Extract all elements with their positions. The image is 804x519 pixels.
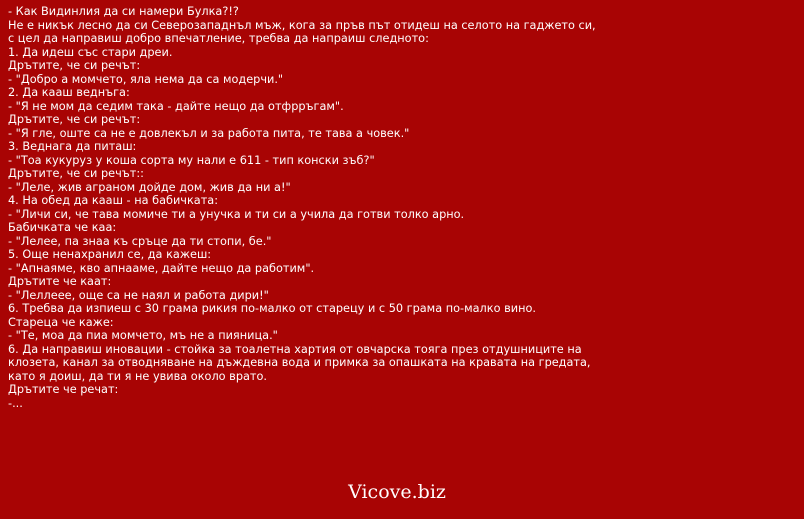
joke-line: Дрътите че речат: [8, 383, 119, 396]
joke-line: - "Я гле, оште са не е довлекъл и за работа пита, те тава а човек." [8, 126, 410, 140]
joke-line: 6. Требва да изпиеш с 30 грама рикия по-малко от старецу и с 50 грама по-малко вино. [8, 302, 536, 315]
joke-line: - "Лелее, па знаа къ сръце да ти стопи, бе." [8, 234, 272, 248]
joke-line: - "Леллеее, още са не наял и работа дири!" [8, 288, 269, 302]
joke-line: Дрътите, че си речът:: [8, 167, 144, 180]
joke-line: 5. Още ненахранил се, да кажеш: [8, 248, 212, 261]
joke-line: - "Я не мом да седим така - дайте нещо да отфрръгам". [8, 99, 344, 113]
joke-line: Дрътите че каат: [8, 275, 112, 288]
joke-line: Бабичката че каа: [8, 221, 117, 234]
joke-line: - Как Видинлия да си намери Булка?!? [8, 5, 239, 18]
joke-line: клозета, канал за отводняване на дъждевна вода и примка за опашката на кравата на гредата, [8, 356, 591, 369]
joke-line: Стареца че каже: [8, 315, 114, 329]
site-watermark: Vicove.biz [348, 481, 446, 503]
joke-line: с цел да направиш добро впечатление, требва да напраиш следното: [8, 32, 429, 45]
joke-line: 4. На обед да кааш - на бабичката: [8, 194, 219, 207]
joke-text [8, 5, 800, 410]
joke-line: - "Апнаяме, кво апнааме, дайте нещо да работим". [8, 261, 315, 275]
joke-line: - "Тоа кукуруз у коша сорта му нали е 611 - тип конски зъб?" [8, 153, 375, 167]
joke-line: Дрътите, че си речът: [8, 59, 141, 72]
joke-line: Дрътите, че си речът: [8, 113, 141, 126]
joke-line: - "Добро а момчето, яла нема да са модерчи." [8, 72, 284, 86]
joke-line: Не е никък лесно да си Северозападнъл мъж, кога за пръв път отидеш на селото на гаджето си, [8, 18, 596, 32]
joke-line: 3. Веднага да питаш: [8, 140, 137, 153]
joke-line: 2. Да кааш веднъга: [8, 86, 130, 99]
joke-line: -... [8, 396, 23, 410]
joke-line: 6. Да направиш иновации - стойка за тоалетна хартия от овчарска тояга през отдушниците на [8, 342, 582, 356]
joke-line: - "Те, моа да пиа момчето, мъ не а пияница." [8, 329, 278, 342]
joke-line: като я доиш, да ти я не увива около врато. [8, 369, 268, 383]
joke-line: - "Леле, жив аграном дойде дом, жив да ни а!" [8, 180, 291, 194]
joke-line: 1. Да идеш със стари дреи. [8, 45, 173, 59]
joke-line: - "Личи си, че тава момиче ти а унучка и ти си а учила да готви толко арно. [8, 207, 465, 221]
